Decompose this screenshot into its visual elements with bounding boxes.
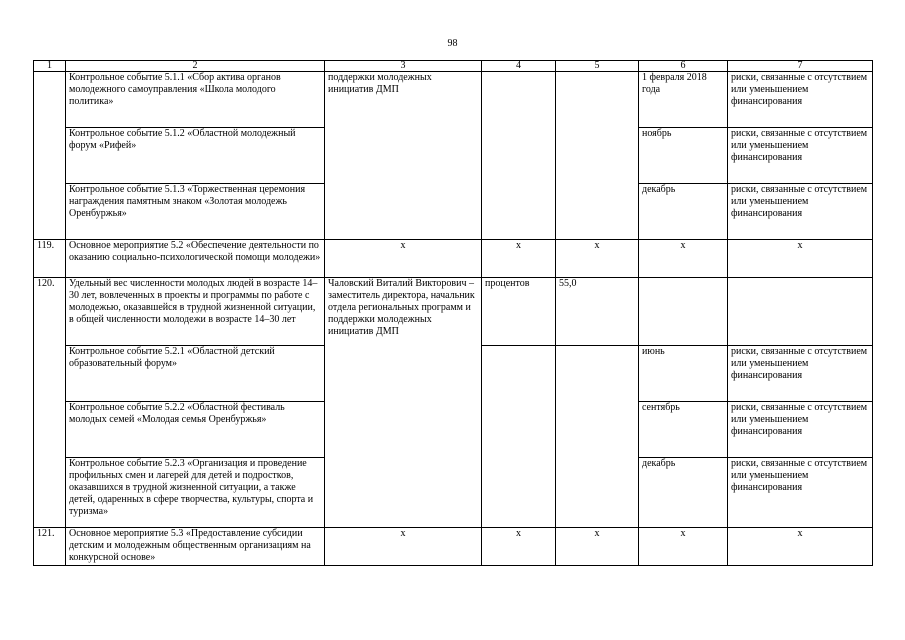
unit-cell: процентов — [482, 278, 556, 346]
risk-cell: риски, связанные с отсутствием или уменьшением финансирования — [728, 184, 873, 240]
value-cell — [556, 346, 639, 528]
x-mark: х — [639, 528, 728, 566]
header-cell: 4 — [482, 61, 556, 72]
event-text: Контрольное событие 5.2.2 «Областной фестиваль молодых семей «Молодая семья Оренбуржья» — [66, 402, 325, 458]
event-text: Основное мероприятие 5.2 «Обеспечение деятельности по оказанию социально-психологической помощи молодежи» — [66, 240, 325, 278]
risk-cell: риски, связанные с отсутствием или уменьшением финансирования — [728, 458, 873, 528]
date-cell: ноябрь — [639, 128, 728, 184]
row-number: 119. — [34, 240, 66, 278]
table-row — [34, 278, 873, 346]
x-mark: х — [728, 240, 873, 278]
x-mark: х — [556, 528, 639, 566]
page-number: 98 — [447, 38, 458, 49]
table-row — [34, 528, 873, 566]
row-number: 120. — [34, 278, 66, 528]
x-mark: х — [556, 240, 639, 278]
header-cell: 1 — [34, 61, 66, 72]
date-cell: июнь — [639, 346, 728, 402]
x-mark: х — [482, 240, 556, 278]
date-cell: декабрь — [639, 458, 728, 528]
event-text: Контрольное событие 5.2.3 «Организация и проведение профильных смен и лагерей для детей и подростков, оказавшихся в трудной жизненной ситуации, а также детей, одаренных в сфере творчества, культуры, спорта и туризма» — [66, 458, 325, 528]
risk-cell: риски, связанные с отсутствием или уменьшением финансирования — [728, 346, 873, 402]
indicator-text: Удельный вес численности молодых людей в возрасте 14–30 лет, вовлеченных в проекты и программы по работе с молодежью, оказавшейся в трудной жизненной ситуации, в общей численности молодежи в возрасте 14–30 лет — [66, 278, 325, 346]
date-cell: декабрь — [639, 184, 728, 240]
risk-cell: риски, связанные с отсутствием или уменьшением финансирования — [728, 72, 873, 128]
event-text: Контрольное событие 5.1.3 «Торжественная церемония награждения памятным знаком «Золотая молодежь Оренбуржья» — [66, 184, 325, 240]
event-text: Контрольное событие 5.1.1 «Сбор актива органов молодежного самоуправления «Школа молодого политика» — [66, 72, 325, 128]
header-cell: 5 — [556, 61, 639, 72]
table-row — [34, 240, 873, 278]
unit-cell — [482, 72, 556, 240]
plan-table — [33, 60, 873, 566]
header-row — [34, 61, 873, 72]
event-text: Контрольное событие 5.1.2 «Областной молодежный форум «Рифей» — [66, 128, 325, 184]
header-cell: 3 — [325, 61, 482, 72]
event-text: Основное мероприятие 5.3 «Предоставление субсидии детским и молодежным общественным организациям на конкурсной основе» — [66, 528, 325, 566]
unit-cell — [482, 346, 556, 528]
table-row — [34, 72, 873, 128]
date-cell — [639, 278, 728, 346]
row-number-cell — [34, 72, 66, 240]
risk-cell — [728, 278, 873, 346]
risk-cell: риски, связанные с отсутствием или уменьшением финансирования — [728, 402, 873, 458]
responsible-cell: поддержки молодежных инициатив ДМП — [325, 72, 482, 240]
date-cell: сентябрь — [639, 402, 728, 458]
header-cell: 6 — [639, 61, 728, 72]
responsible-cell: Чаловский Виталий Викторович – заместитель директора, начальник отдела региональных программ и поддержки молодежных инициатив ДМП — [325, 278, 482, 528]
x-mark: х — [325, 528, 482, 566]
risk-cell: риски, связанные с отсутствием или уменьшением финансирования — [728, 128, 873, 184]
header-cell: 7 — [728, 61, 873, 72]
date-cell: 1 февраля 2018 года — [639, 72, 728, 128]
event-text: Контрольное событие 5.2.1 «Областной детский образовательный форум» — [66, 346, 325, 402]
value-cell — [556, 72, 639, 240]
header-cell: 2 — [66, 61, 325, 72]
x-mark: х — [482, 528, 556, 566]
row-number: 121. — [34, 528, 66, 566]
x-mark: х — [728, 528, 873, 566]
x-mark: х — [639, 240, 728, 278]
x-mark: х — [325, 240, 482, 278]
value-cell: 55,0 — [556, 278, 639, 346]
